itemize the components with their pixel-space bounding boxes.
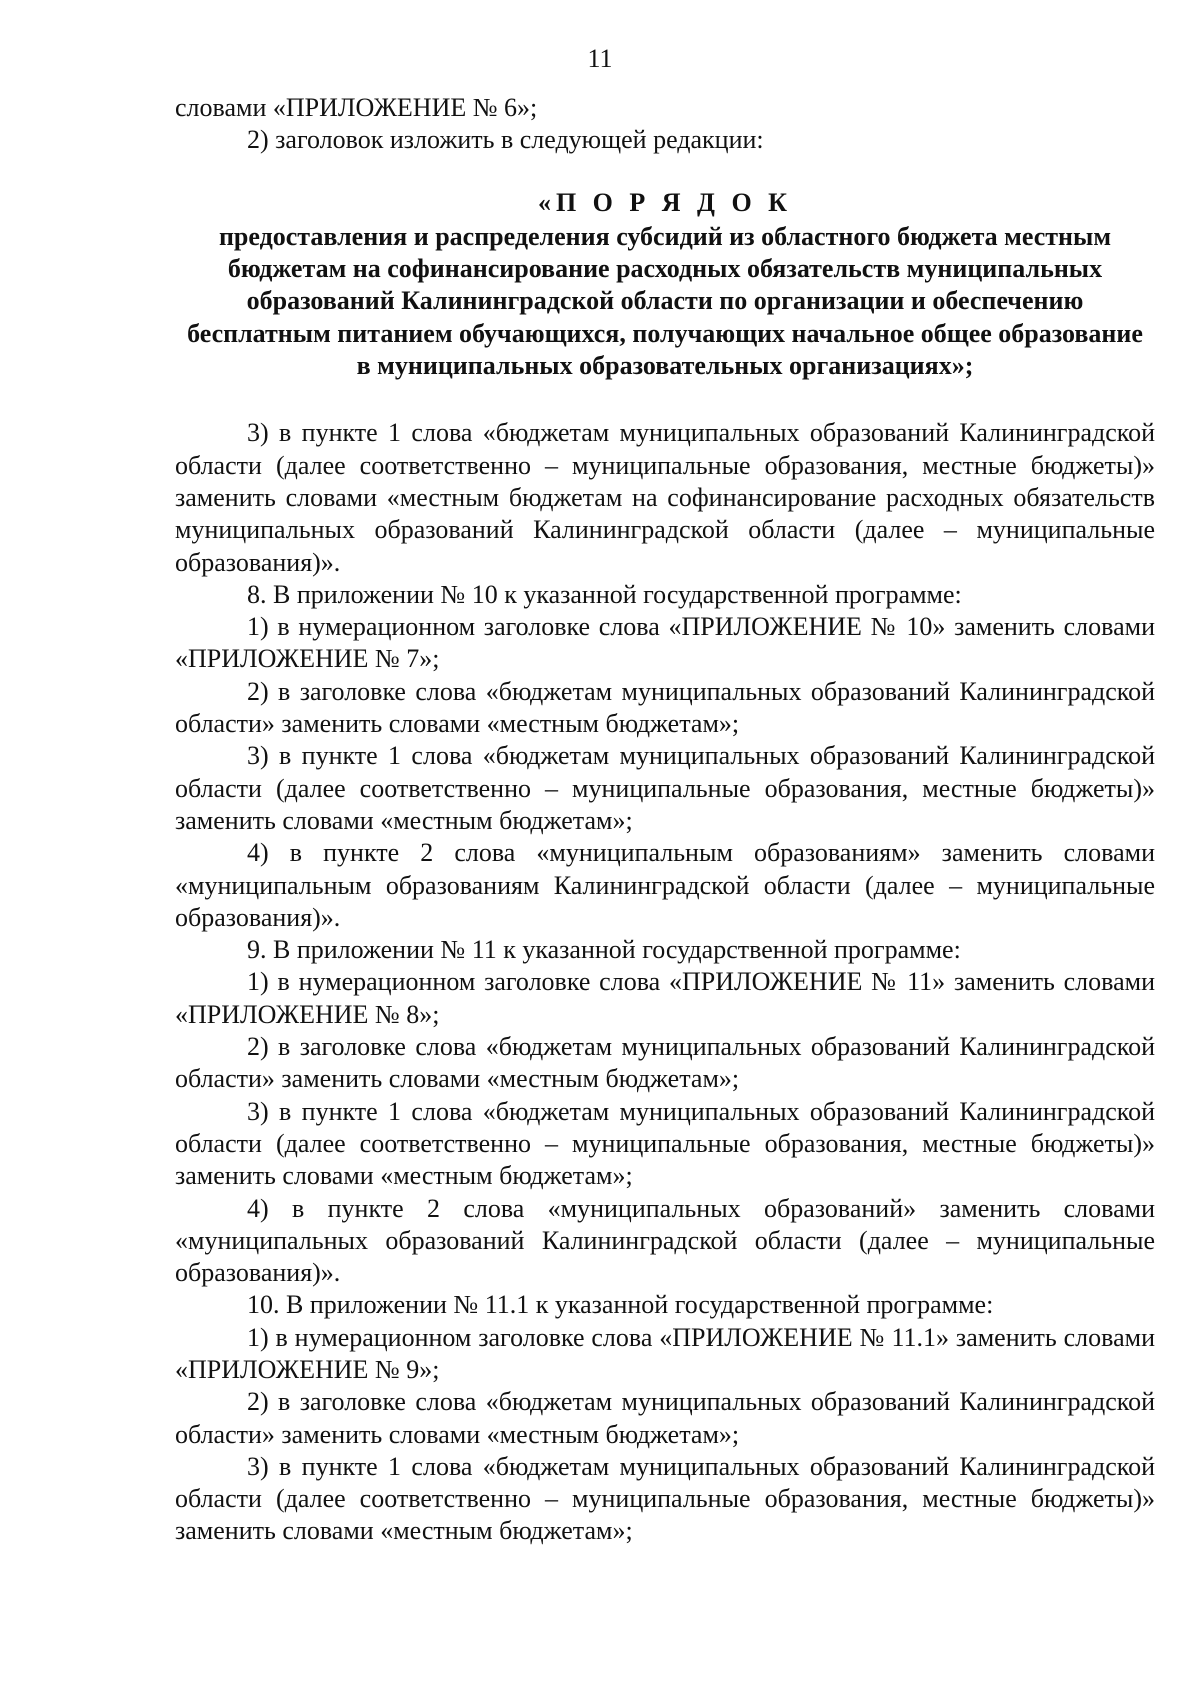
paragraph: 3) в пункте 1 слова «бюджетам муниципальных образований Калининградской области (далее соответственно – муниципальные образования, местные бюджеты)» заменить словами «местным бюджетам»; bbox=[175, 741, 1155, 835]
paragraph: 9. В приложении № 11 к указанной государственной программе: bbox=[247, 935, 961, 965]
amendment-paragraphs bbox=[175, 417, 1155, 1547]
order-subtitle: предоставления и распределения субсидий из областного бюджета местным бюджетам на софинансирование расходных обязательств муниципальных образований Калининградской области по организации и обеспечению бесплатным питанием обучающихся, получающих начальное общее образование в муниципальных образовательных организациях»; bbox=[187, 221, 1143, 381]
order-title: «П О Р Я Д О К bbox=[537, 187, 793, 217]
paragraph: 1) в нумерационном заголовке слова «ПРИЛОЖЕНИЕ № 11» заменить словами «ПРИЛОЖЕНИЕ № 8»; bbox=[175, 967, 1155, 1029]
paragraph: 3) в пункте 1 слова «бюджетам муниципальных образований Калининградской области (далее соответственно – муниципальные образования, местные бюджеты)» заменить словами «местным бюджетам»; bbox=[175, 1451, 1155, 1546]
paragraph: 4) в пункте 2 слова «муниципальных образований» заменить словами «муниципальных образований Калининградской области (далее – муниципальные образования)». bbox=[175, 1193, 1155, 1288]
page-number: 11 bbox=[587, 44, 613, 73]
paragraph: 2) заголовок изложить в следующей редакции: bbox=[247, 125, 764, 155]
paragraph: 4) в пункте 2 слова «муниципальным образованиям» заменить словами «муниципальным образованиям Калининградской области (далее – муниципальные образования)». bbox=[175, 838, 1155, 932]
paragraph: 3) в пункте 1 слова «бюджетам муниципальных образований Калининградской области (далее соответственно – муниципальные образования, местные бюджеты)» заменить словами «местным бюджетам на софинансирование расходных обязательств муниципальных образований Калининградской области (далее – муниципальные образования)». bbox=[175, 418, 1155, 577]
paragraph: 1) в нумерационном заголовке слова «ПРИЛОЖЕНИЕ № 10» заменить словами «ПРИЛОЖЕНИЕ № 7»; bbox=[175, 612, 1155, 674]
intro-paragraphs bbox=[175, 92, 1155, 157]
order-title-block bbox=[175, 187, 1155, 383]
paragraph: словами «ПРИЛОЖЕНИЕ № 6»; bbox=[175, 93, 538, 122]
paragraph: 2) в заголовке слова «бюджетам муниципальных образований Калининградской области» заменить словами «местным бюджетам»; bbox=[175, 1032, 1155, 1094]
paragraph: 8. В приложении № 10 к указанной государственной программе: bbox=[247, 579, 962, 609]
paragraph: 2) в заголовке слова «бюджетам муниципальных образований Калининградской области» заменить словами «местным бюджетам»; bbox=[175, 1387, 1155, 1449]
document-body bbox=[175, 92, 1155, 1548]
paragraph: 2) в заголовке слова «бюджетам муниципальных образований Калининградской области» заменить словами «местным бюджетам»; bbox=[175, 676, 1155, 739]
paragraph: 1) в нумерационном заголовке слова «ПРИЛОЖЕНИЕ № 11.1» заменить словами «ПРИЛОЖЕНИЕ № 9»; bbox=[175, 1322, 1155, 1384]
paragraph: 3) в пункте 1 слова «бюджетам муниципальных образований Калининградской области (далее соответственно – муниципальные образования, местные бюджеты)» заменить словами «местным бюджетам»; bbox=[175, 1096, 1155, 1191]
paragraph: 10. В приложении № 11.1 к указанной государственной программе: bbox=[247, 1290, 994, 1320]
